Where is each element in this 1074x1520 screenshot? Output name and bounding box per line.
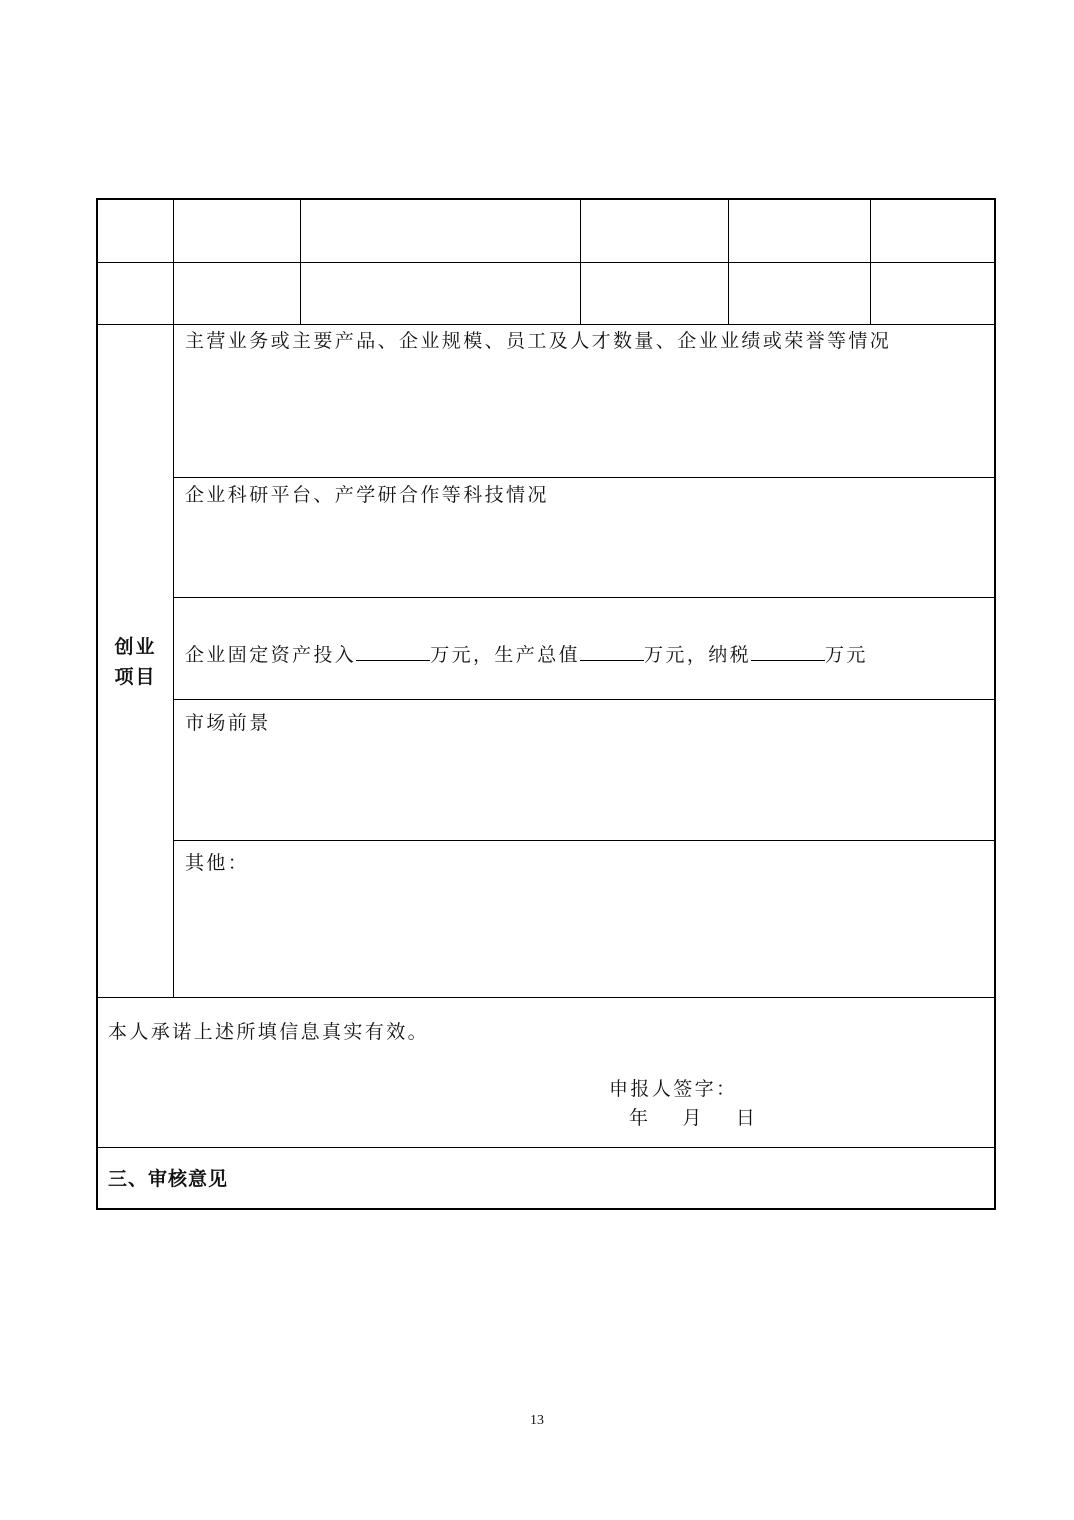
project-section-label — [98, 632, 173, 692]
declaration-divider — [98, 997, 994, 998]
blank-cell-r2-c5[interactable] — [729, 263, 870, 324]
fixed-asset-label: 企业固定资产投入 — [185, 644, 357, 666]
review-heading: 三、审核意见 — [108, 1168, 229, 1190]
business-overview-prompt: 主营业务或主要产品、企业规模、员工及人才数量、企业业绩或荣誉等情况 — [185, 330, 892, 352]
review-divider — [98, 1147, 994, 1148]
application-form-table — [96, 198, 996, 1210]
tax-input[interactable] — [751, 643, 825, 661]
blank-cell-r2-c4[interactable] — [581, 263, 728, 324]
research-cooperation-prompt: 企业科研平台、产学研合作等科技情况 — [185, 484, 549, 506]
project-divider-3 — [173, 699, 994, 700]
date-day: 日 — [735, 1107, 758, 1129]
tax-unit-label: 万元 — [825, 644, 868, 666]
project-divider-2 — [173, 597, 994, 598]
other-info-prompt: 其他： — [185, 852, 250, 874]
blank-cell-r1-c5[interactable] — [729, 200, 870, 262]
blank-cell-r1-c3[interactable] — [301, 200, 580, 262]
output-value-input[interactable] — [580, 643, 644, 661]
project-divider-4 — [173, 840, 994, 841]
blank-cell-r1-c4[interactable] — [581, 200, 728, 262]
project-divider-1 — [173, 477, 994, 478]
row-divider-1 — [98, 262, 994, 263]
declaration-statement: 本人承诺上述所填信息真实有效。 — [108, 1021, 430, 1043]
page-number: 13 — [530, 1413, 544, 1428]
fixed-asset-input[interactable] — [356, 643, 430, 661]
blank-cell-r1-c2[interactable] — [174, 200, 300, 262]
row-divider-2 — [98, 324, 994, 325]
finance-line — [185, 643, 868, 666]
blank-cell-r2-c2[interactable] — [174, 263, 300, 324]
project-label-line-1: 创业 — [114, 636, 157, 658]
date-line — [629, 1107, 757, 1129]
blank-cell-r1-c6[interactable] — [871, 200, 994, 262]
signature-label: 申报人签字： — [609, 1078, 738, 1100]
date-year: 年 — [629, 1107, 651, 1129]
project-label-line-2: 项目 — [114, 666, 157, 688]
blank-cell-r2-c6[interactable] — [871, 263, 994, 324]
blank-cell-r2-c3[interactable] — [301, 263, 580, 324]
date-month: 月 — [682, 1107, 704, 1129]
signature-area[interactable] — [728, 1074, 928, 1102]
market-outlook-prompt: 市场前景 — [185, 712, 271, 734]
tax-label: 万元，纳税 — [644, 644, 752, 666]
output-value-label: 万元，生产总值 — [430, 644, 581, 666]
